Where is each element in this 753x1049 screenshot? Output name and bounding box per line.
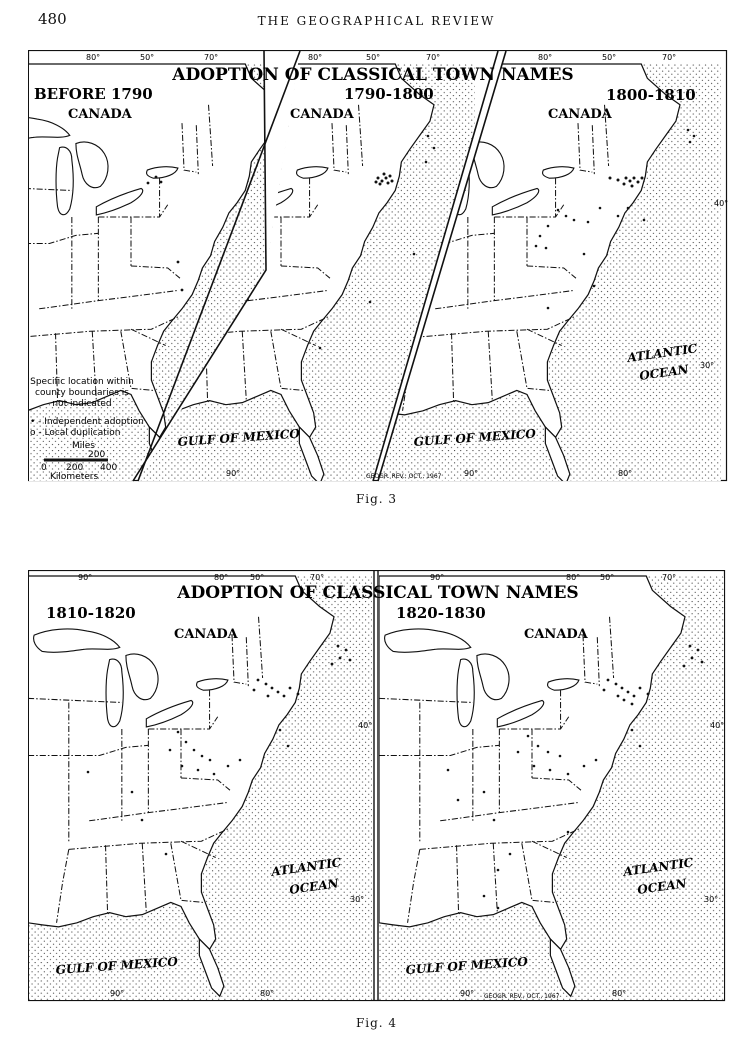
fig4-deg-70-b: 70° xyxy=(662,573,677,582)
fig4-caption: Fig. 4 xyxy=(355,1016,398,1030)
fig3-period-1800-1810: 1800-1810 xyxy=(606,86,696,104)
fig3-period-before-1790: BEFORE 1790 xyxy=(34,85,153,103)
legend-km-label: Kilometers xyxy=(50,472,99,482)
fig4-canada-label-1: CANADA xyxy=(174,627,238,642)
fig3-deg-90-a: 90° xyxy=(226,469,241,478)
fig3-ocean-label: OCEAN xyxy=(638,362,690,383)
fig4-credit: GEOGR. REV., OCT., 1967 xyxy=(484,993,560,1000)
fig4-deg-80-b: 80° xyxy=(566,573,581,582)
fig3-deg-80-d: 80° xyxy=(618,469,633,478)
fig4-deg-40-b: 40° xyxy=(710,721,725,730)
legend-local: o - Local duplication xyxy=(30,428,121,438)
fig3-canada-label-2: CANADA xyxy=(290,107,354,122)
legend-note-3: not indicated xyxy=(52,399,112,409)
fig3-deg-70-a: 70° xyxy=(204,53,219,62)
fig3-gulf-label-2: GULF OF MEXICO xyxy=(413,426,537,449)
fig3-deg-90-b: 90° xyxy=(464,469,479,478)
fig3-deg-50-b: 50° xyxy=(366,53,381,62)
fig4-deg-90-c: 90° xyxy=(110,989,125,998)
fig4-title: ADOPTION OF CLASSICAL TOWN NAMES xyxy=(177,583,579,603)
fig3-deg-80-c: 80° xyxy=(538,53,553,62)
fig4-gulf-label-1: GULF OF MEXICO xyxy=(55,954,179,977)
fig4-period-1820-1830: 1820-1830 xyxy=(396,604,486,622)
fig4-period-1810-1820: 1810-1820 xyxy=(46,604,136,622)
fig4-deg-80-c: 80° xyxy=(260,989,275,998)
fig4-deg-30-a: 30° xyxy=(350,895,365,904)
legend-miles-label: Miles xyxy=(72,441,95,451)
fig3-deg-70-b: 70° xyxy=(426,53,441,62)
legend-km-200: 200 xyxy=(66,463,84,473)
fig3-canada-label-3: CANADA xyxy=(548,107,612,122)
fig4-atlantic-label-1: ATLANTIC xyxy=(270,855,343,879)
fig3-atlantic-label: ATLANTIC xyxy=(626,341,699,365)
fig3-deg-50-a: 50° xyxy=(140,53,155,62)
fig3-deg-40: 40° xyxy=(714,199,728,208)
fig4-deg-50-a: 50° xyxy=(250,573,265,582)
fig4-deg-90-a: 90° xyxy=(78,573,93,582)
fig3-credit: GEOGR. REV., OCT., 1967 xyxy=(366,473,442,480)
fig4-deg-90-b: 90° xyxy=(430,573,445,582)
running-header: THE GEOGRAPHICAL REVIEW xyxy=(257,14,496,28)
fig4-gulf-label-2: GULF OF MEXICO xyxy=(405,954,529,977)
fig3-period-1790-1800: 1790-1800 xyxy=(344,85,434,103)
page-number: 480 xyxy=(38,10,67,28)
fig4-canada-label-2: CANADA xyxy=(524,627,588,642)
legend-note-1: Specific location within xyxy=(30,377,134,387)
fig4-deg-80-d: 80° xyxy=(612,989,627,998)
fig3-canada-label-1: CANADA xyxy=(68,107,132,122)
legend-miles-200: 200 xyxy=(88,450,106,460)
figure-3-map xyxy=(28,50,728,482)
legend-km-400: 400 xyxy=(100,463,118,473)
fig4-deg-70-a: 70° xyxy=(310,573,325,582)
fig3-deg-80-b: 80° xyxy=(308,53,323,62)
fig4-deg-40-a: 40° xyxy=(358,721,373,730)
figure-4-map xyxy=(28,570,726,1002)
fig3-deg-80-a: 80° xyxy=(86,53,101,62)
fig4-atlantic-label-2: ATLANTIC xyxy=(622,855,695,879)
fig4-ocean-label-1: OCEAN xyxy=(288,876,340,897)
legend-independent: • - Independent adoption xyxy=(30,417,144,427)
fig3-deg-70-c: 70° xyxy=(662,53,677,62)
fig4-deg-80-a: 80° xyxy=(214,573,229,582)
legend-note-2: county boundaries is xyxy=(35,388,129,398)
fig4-deg-90-d: 90° xyxy=(460,989,475,998)
fig3-deg-30: 30° xyxy=(700,361,715,370)
fig3-caption: Fig. 3 xyxy=(355,492,398,506)
fig3-gulf-label-1: GULF OF MEXICO xyxy=(177,426,301,449)
fig3-deg-50-c: 50° xyxy=(602,53,617,62)
fig3-title: ADOPTION OF CLASSICAL TOWN NAMES xyxy=(172,65,574,85)
fig4-deg-50-b: 50° xyxy=(600,573,615,582)
fig4-ocean-label-2: OCEAN xyxy=(636,876,688,897)
fig4-deg-30-b: 30° xyxy=(704,895,719,904)
legend-km-0: 0 xyxy=(41,463,47,473)
